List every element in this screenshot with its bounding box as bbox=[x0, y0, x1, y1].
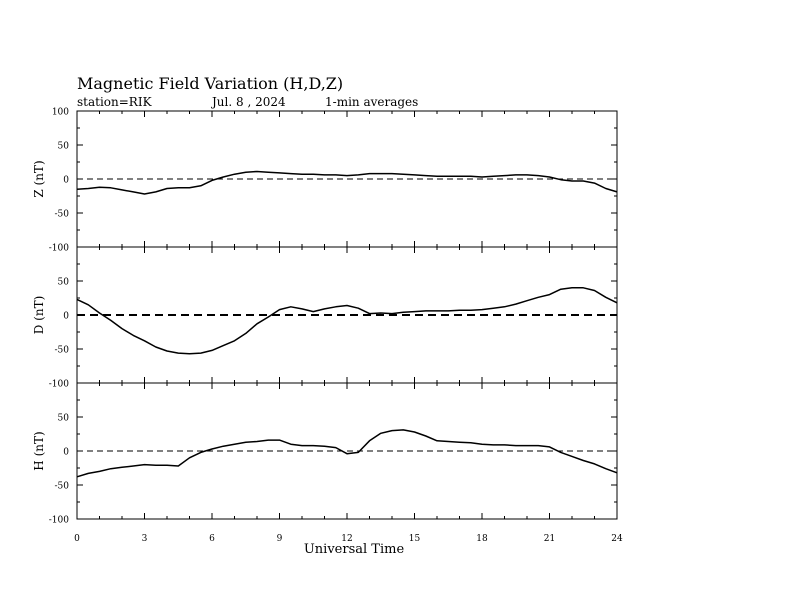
z-y-tick-label: 0 bbox=[63, 175, 69, 186]
h-y-tick-label: 0 bbox=[63, 447, 69, 458]
z-axis-label: Z (nT) bbox=[32, 160, 46, 198]
x-axis-label: Universal Time bbox=[303, 542, 405, 557]
chart-title: Magnetic Field Variation (H,D,Z) bbox=[77, 74, 344, 93]
x-tick-label: 21 bbox=[543, 534, 556, 544]
h-y-tick-label: 50 bbox=[57, 413, 69, 424]
h-axis-label: H (nT) bbox=[32, 431, 46, 471]
station-label: station=RIK bbox=[77, 95, 152, 109]
h-y-tick-label: -50 bbox=[54, 481, 69, 492]
x-tick-label: 24 bbox=[611, 534, 623, 544]
d-y-tick-label: -100 bbox=[48, 379, 69, 390]
x-tick-label: 12 bbox=[341, 534, 353, 544]
x-tick-label: 15 bbox=[408, 534, 421, 544]
z-y-tick-label: -50 bbox=[54, 209, 69, 220]
x-tick-label: 0 bbox=[74, 534, 80, 544]
z-y-tick-label: -100 bbox=[48, 243, 69, 254]
d-y-tick-label: -50 bbox=[54, 345, 69, 356]
z-y-tick-label: 100 bbox=[51, 107, 69, 118]
z-y-tick-label: 50 bbox=[57, 141, 69, 152]
x-tick-label: 9 bbox=[276, 534, 283, 544]
averaging-label: 1-min averages bbox=[325, 95, 419, 109]
h-y-tick-label: -100 bbox=[48, 515, 69, 526]
d-axis-label: D (nT) bbox=[32, 295, 46, 335]
h-series-line bbox=[77, 430, 617, 477]
d-y-tick-label: 50 bbox=[57, 277, 69, 288]
d-y-tick-label: 0 bbox=[63, 311, 69, 322]
x-tick-label: 6 bbox=[209, 534, 215, 544]
z-series-line bbox=[77, 172, 617, 195]
x-tick-label: 3 bbox=[141, 534, 148, 544]
date-label: Jul. 8 , 2024 bbox=[212, 95, 286, 109]
x-tick-label: 18 bbox=[476, 534, 488, 544]
d-series-line bbox=[77, 288, 617, 354]
